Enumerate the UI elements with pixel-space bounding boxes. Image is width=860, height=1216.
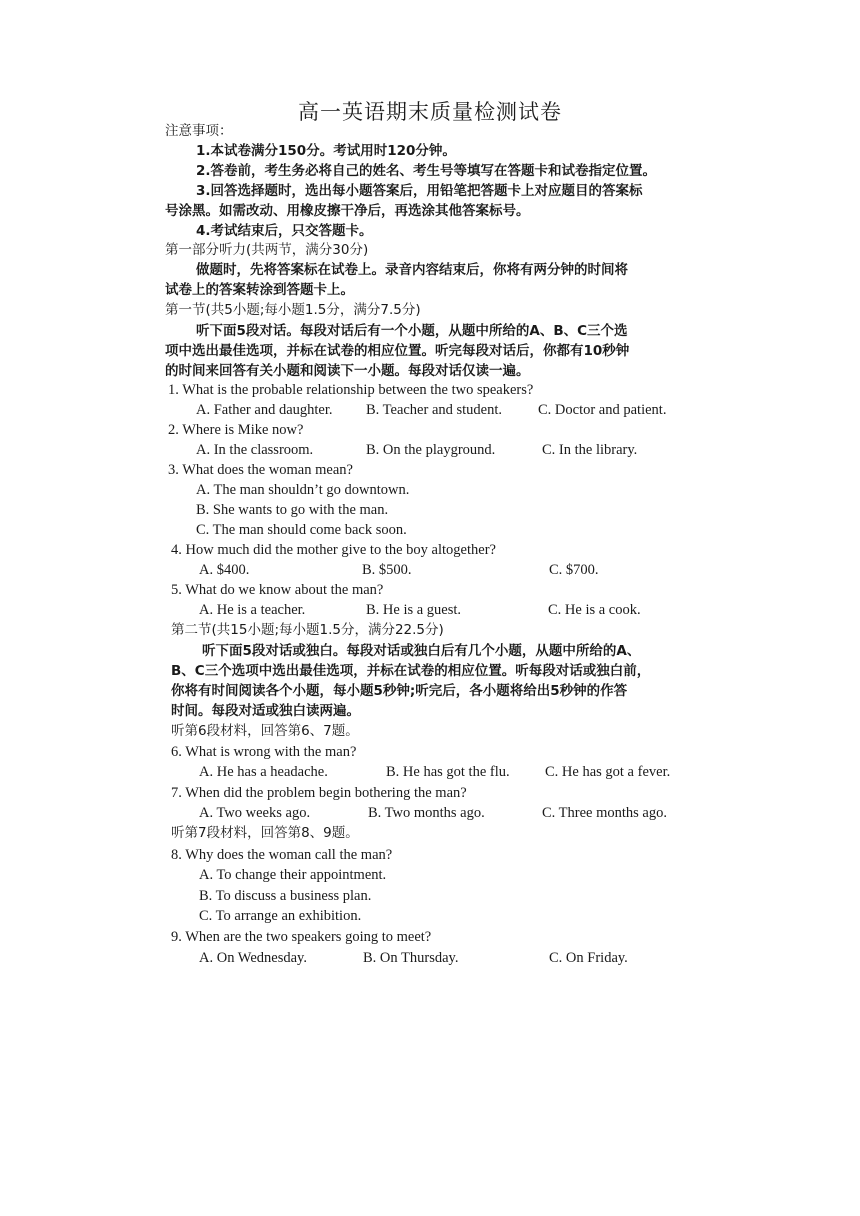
page-title: 高一英语期末质量检测试卷 <box>298 100 562 124</box>
section1-instruction-1: 听下面5段对话。每段对话后有一个小题，从题中所给的A、B、C三个选 <box>196 323 628 339</box>
question-4-option-a: A. $400. <box>199 562 250 578</box>
question-2-option-b: B. On the playground. <box>366 442 496 458</box>
question-6-option-b: B. He has got the flu. <box>386 764 510 780</box>
question-1-stem: 1. What is the probable relationship between the two speakers? <box>168 382 534 398</box>
question-7-option-b: B. Two months ago. <box>368 805 485 821</box>
section2-instruction-4: 时间。每段对适或独白读两遍。 <box>171 703 360 719</box>
question-8-option-a: A. To change their appointment. <box>199 867 387 883</box>
notice-item-3-cont: 号涂黑。如需改动、用橡皮擦干净后，再选涂其他答案标号。 <box>165 203 530 219</box>
question-6-stem: 6. What is wrong with the man? <box>171 744 357 760</box>
question-3-option-c: C. The man should come back soon. <box>196 522 407 538</box>
question-1-option-c: C. Doctor and patient. <box>538 402 667 418</box>
section1-instruction-3: 的时间来回答有关小题和阅读下一小题。每段对话仅读一遍。 <box>165 363 530 379</box>
question-8-option-c: C. To arrange an exhibition. <box>199 908 362 924</box>
question-1-option-b: B. Teacher and student. <box>366 402 503 418</box>
question-7-option-c: C. Three months ago. <box>542 805 667 821</box>
material-6-heading: 听第6段材料，回答第6、7题。 <box>171 723 359 739</box>
question-5-option-a: A. He is a teacher. <box>199 602 306 618</box>
question-9-option-c: C. On Friday. <box>549 950 628 966</box>
section1-instruction-2: 项中选出最佳选项，并标在试卷的相应位置。听完每段对话后，你都有10秒钟 <box>165 343 630 359</box>
notice-heading: 注意事项： <box>165 123 233 139</box>
section1-heading: 第一节(共5小题;每小题1.5分，满分7.5分) <box>165 302 421 318</box>
question-4-option-b: B. $500. <box>362 562 412 578</box>
question-3-stem: 3. What does the woman mean? <box>168 462 353 478</box>
part1-instruction-1: 做题时，先将答案标在试卷上。录音内容结束后，你将有两分钟的时间将 <box>196 262 628 278</box>
question-2-option-c: C. In the library. <box>542 442 638 458</box>
question-4-option-c: C. $700. <box>549 562 599 578</box>
question-7-option-a: A. Two weeks ago. <box>199 805 311 821</box>
question-5-option-b: B. He is a guest. <box>366 602 462 618</box>
question-2-stem: 2. Where is Mike now? <box>168 422 304 438</box>
section2-instruction-1: 听下面5段对话或独白。每段对话或独白后有几个小题，从题中所给的A、 <box>202 643 641 659</box>
question-8-option-b: B. To discuss a business plan. <box>199 888 372 904</box>
material-7-heading: 听第7段材料，回答第8、9题。 <box>171 825 359 841</box>
question-9-option-b: B. On Thursday. <box>363 950 459 966</box>
part1-instruction-2: 试卷上的答案转涂到答题卡上。 <box>165 282 354 298</box>
question-9-stem: 9. When are the two speakers going to meet? <box>171 929 432 945</box>
notice-item-1: 1.本试卷满分150分。考试用时120分钟。 <box>196 143 456 159</box>
question-5-option-c: C. He is a cook. <box>548 602 641 618</box>
question-4-stem: 4. How much did the mother give to the boy altogether? <box>171 542 496 558</box>
question-3-option-a: A. The man shouldn’t go downtown. <box>196 482 410 498</box>
notice-item-4: 4.考试结束后，只交答题卡。 <box>196 223 373 239</box>
question-9-option-a: A. On Wednesday. <box>199 950 307 966</box>
section2-heading: 第二节(共15小题;每小题1.5分，满分22.5分) <box>171 622 444 638</box>
question-7-stem: 7. When did the problem begin bothering the man? <box>171 785 467 801</box>
question-8-stem: 8. Why does the woman call the man? <box>171 847 393 863</box>
part1-heading: 第一部分听力(共两节，满分30分) <box>165 242 369 258</box>
question-1-option-a: A. Father and daughter. <box>196 402 333 418</box>
question-2-option-a: A. In the classroom. <box>196 442 314 458</box>
section2-instruction-3: 你将有时间阅读各个小题，每小题5秒钟;听完后，各小题将给出5秒钟的作答 <box>171 683 628 699</box>
question-6-option-c: C. He has got a fever. <box>545 764 671 780</box>
question-5-stem: 5. What do we know about the man? <box>171 582 384 598</box>
notice-item-3: 3.回答选择题时，选出每小题答案后，用铅笔把答题卡上对应题目的答案标 <box>196 183 643 199</box>
notice-item-2: 2.答卷前，考生务必将自己的姓名、考生号等填写在答题卡和试卷指定位置。 <box>196 163 657 179</box>
question-3-option-b: B. She wants to go with the man. <box>196 502 389 518</box>
section2-instruction-2: B、C三个选项中选出最佳选项，并标在试卷的相应位置。听每段对话或独白前， <box>171 663 651 679</box>
question-6-option-a: A. He has a headache. <box>199 764 328 780</box>
